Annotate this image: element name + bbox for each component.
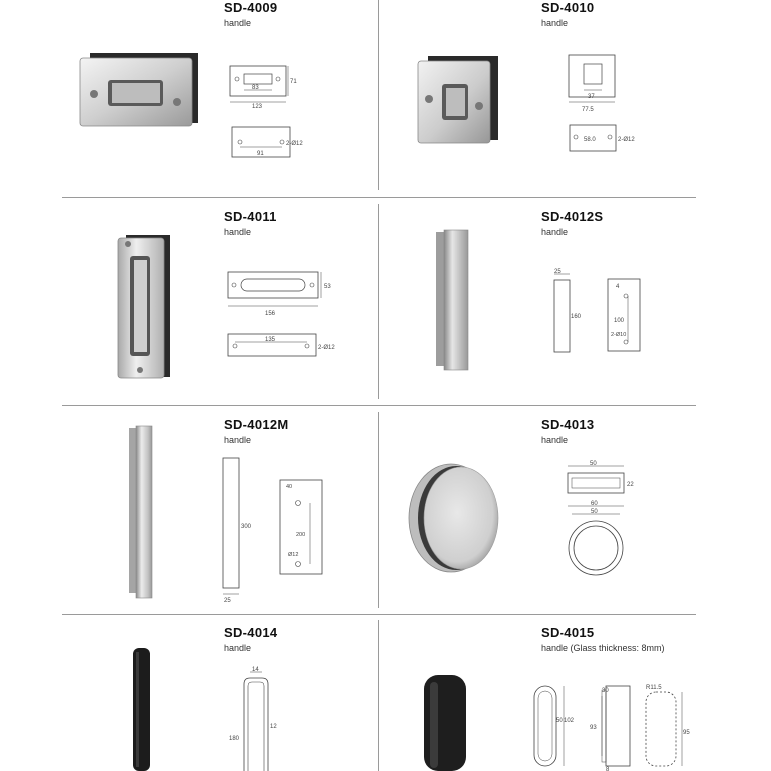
dimension-drawing-a	[224, 666, 284, 771]
product-code: SD-4011	[224, 209, 277, 224]
dim-4: 4	[616, 284, 620, 290]
dimension-drawing-bottom	[568, 122, 648, 154]
dim-77-5: 77.5	[582, 107, 594, 113]
dim-12: 12	[270, 724, 277, 730]
dimension-drawing-a	[548, 266, 582, 356]
product-code: SD-4012S	[541, 209, 604, 224]
dim-123: 123	[252, 104, 263, 110]
dim-135: 135	[265, 337, 276, 343]
product-code: SD-4014	[224, 625, 278, 640]
product-sd-4012m	[0, 412, 378, 614]
dim-37: 37	[588, 94, 595, 100]
dim-58: 58.0	[584, 137, 596, 143]
product-type: handle	[541, 227, 569, 237]
dim-160: 160	[571, 314, 582, 320]
dim-hole: Ø12	[288, 552, 299, 558]
dimension-drawing-a	[528, 682, 578, 771]
dimension-drawing-a	[218, 456, 258, 604]
dim-200: 200	[296, 532, 306, 538]
product-sd-4009	[0, 0, 378, 197]
dimension-drawing-b	[586, 682, 636, 771]
dimension-drawing-top	[225, 270, 340, 320]
handle-photo	[416, 52, 501, 147]
dimension-drawing-top	[228, 62, 308, 112]
dim-71: 71	[290, 79, 297, 85]
dim-14: 14	[252, 667, 259, 673]
dim-91: 91	[257, 151, 264, 157]
divider-horizontal-2	[62, 405, 696, 406]
dimension-drawing-bottom	[225, 332, 345, 362]
product-sd-4012s	[378, 204, 771, 405]
dimension-drawing-b	[278, 478, 324, 576]
divider-horizontal-1	[62, 197, 696, 198]
handle-photo	[406, 460, 501, 580]
product-type: handle	[224, 643, 252, 653]
dim-40: 40	[286, 484, 293, 490]
dimension-drawing-top	[566, 52, 626, 112]
dim-93: 93	[590, 725, 597, 731]
dimension-drawing-b	[606, 276, 646, 356]
product-type: handle	[224, 18, 252, 28]
handle-photo	[434, 228, 470, 373]
dimension-drawing-bottom	[230, 125, 320, 160]
product-type: handle (Glass thickness: 8mm)	[541, 643, 665, 653]
dim-30: 30	[602, 688, 609, 694]
dimension-drawing-a	[564, 458, 644, 498]
product-code: SD-4010	[541, 0, 595, 15]
divider-horizontal-3	[62, 614, 696, 615]
dim-50: 50	[590, 461, 597, 467]
product-sd-4013	[378, 412, 771, 614]
dim-r11-5: R11.5	[646, 685, 662, 691]
dim-holes: 2-Ø10	[611, 332, 627, 338]
product-sd-4010	[378, 0, 771, 197]
dim-156: 156	[265, 311, 276, 317]
dim-180: 180	[229, 736, 240, 742]
product-sd-4014	[0, 620, 378, 771]
dimension-drawing-b	[566, 500, 626, 580]
handle-photo	[130, 646, 154, 771]
dim-holes: 2-Ø12	[318, 345, 335, 351]
dim-95: 95	[683, 730, 690, 736]
dim-50: 50	[556, 718, 563, 724]
product-code: SD-4009	[224, 0, 278, 15]
product-sd-4011	[0, 204, 378, 405]
dim-25: 25	[554, 269, 561, 275]
dim-83: 83	[252, 85, 259, 91]
handle-photo	[116, 232, 174, 382]
product-code: SD-4013	[541, 417, 595, 432]
product-sd-4015	[378, 620, 771, 771]
dim-102: 102	[564, 718, 575, 724]
product-type: handle	[224, 435, 252, 445]
product-type: handle	[541, 435, 569, 445]
dim-8: 8	[606, 767, 610, 771]
handle-photo	[78, 50, 203, 130]
dim-holes: 2-Ø12	[286, 141, 303, 147]
dim-60: 60	[591, 501, 598, 507]
product-code: SD-4015	[541, 625, 595, 640]
dim-22: 22	[627, 482, 634, 488]
product-code: SD-4012M	[224, 417, 289, 432]
dim-50-inner: 50	[591, 509, 598, 515]
dimension-drawing-c	[640, 682, 690, 771]
dim-300: 300	[241, 524, 252, 530]
dim-holes: 2-Ø12	[618, 137, 635, 143]
handle-photo	[126, 424, 156, 599]
handle-photo	[420, 672, 470, 771]
dim-25: 25	[224, 598, 231, 604]
dim-53: 53	[324, 284, 331, 290]
product-type: handle	[224, 227, 252, 237]
dim-100: 100	[614, 318, 625, 324]
product-type: handle	[541, 18, 569, 28]
